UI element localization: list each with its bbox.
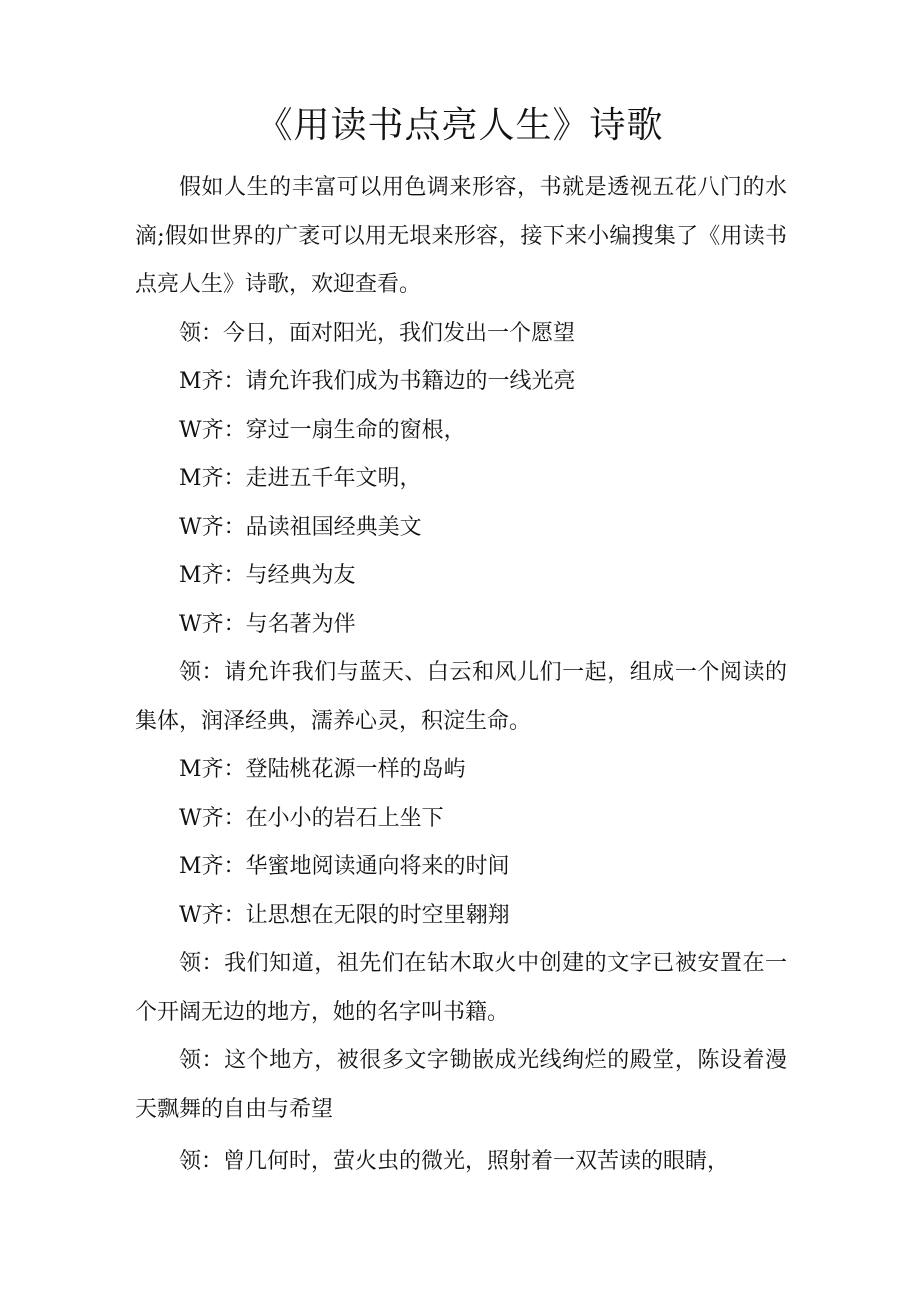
poem-line: M齐：与经典为友 [179,563,356,588]
poem-paragraph: 领：我们知道，祖先们在钻木取火中创建的文字已被安置在一个开阔无边的地方，她的名字叫书籍。 [135,951,787,1025]
poem-line: 领：曾几何时，萤火虫的微光，照射着一双苦读的眼睛， [179,1149,730,1174]
poem-line: 领：今日，面对阳光，我们发出一个愿望 [179,320,576,346]
poem-line: M齐：华蜜地阅读通向将来的时间 [179,854,510,879]
poem-line: W齐：穿过一扇生命的窗根， [179,417,466,443]
poem-paragraph: 领：这个地方，被很多文字锄嵌成光线绚烂的殿堂，陈设着漫天飘舞的自由与希望 [135,1048,787,1122]
poem-line: W齐：让思想在无限的时空里翱翔 [179,902,510,928]
poem-line: M齐：请允许我们成为书籍边的一线光亮 [179,369,576,394]
poem-line: W齐：品读祖国经典美文 [179,514,422,540]
poem-paragraph: 领：请允许我们与蓝天、白云和风儿们一起，组成一个阅读的集体，润泽经典，濡养心灵，积淀生命。 [135,660,787,734]
poem-line: M齐：走进五千年文明， [179,466,422,491]
poem-line: W齐：与名著为伴 [179,611,356,637]
intro-paragraph: 假如人生的丰富可以用色调来形容，书就是透视五花八门的水滴;假如世界的广袤可以用无垠来形容，接下来小编搜集了《用读书点亮人生》诗歌，欢迎查看。 [135,175,787,297]
poem-line: M齐：登陆桃花源一样的岛屿 [179,757,466,782]
poem-line: W齐：在小小的岩石上坐下 [179,805,444,831]
document-title: 《用读书点亮人生》诗歌 [256,105,664,146]
document-body [135,164,787,1187]
